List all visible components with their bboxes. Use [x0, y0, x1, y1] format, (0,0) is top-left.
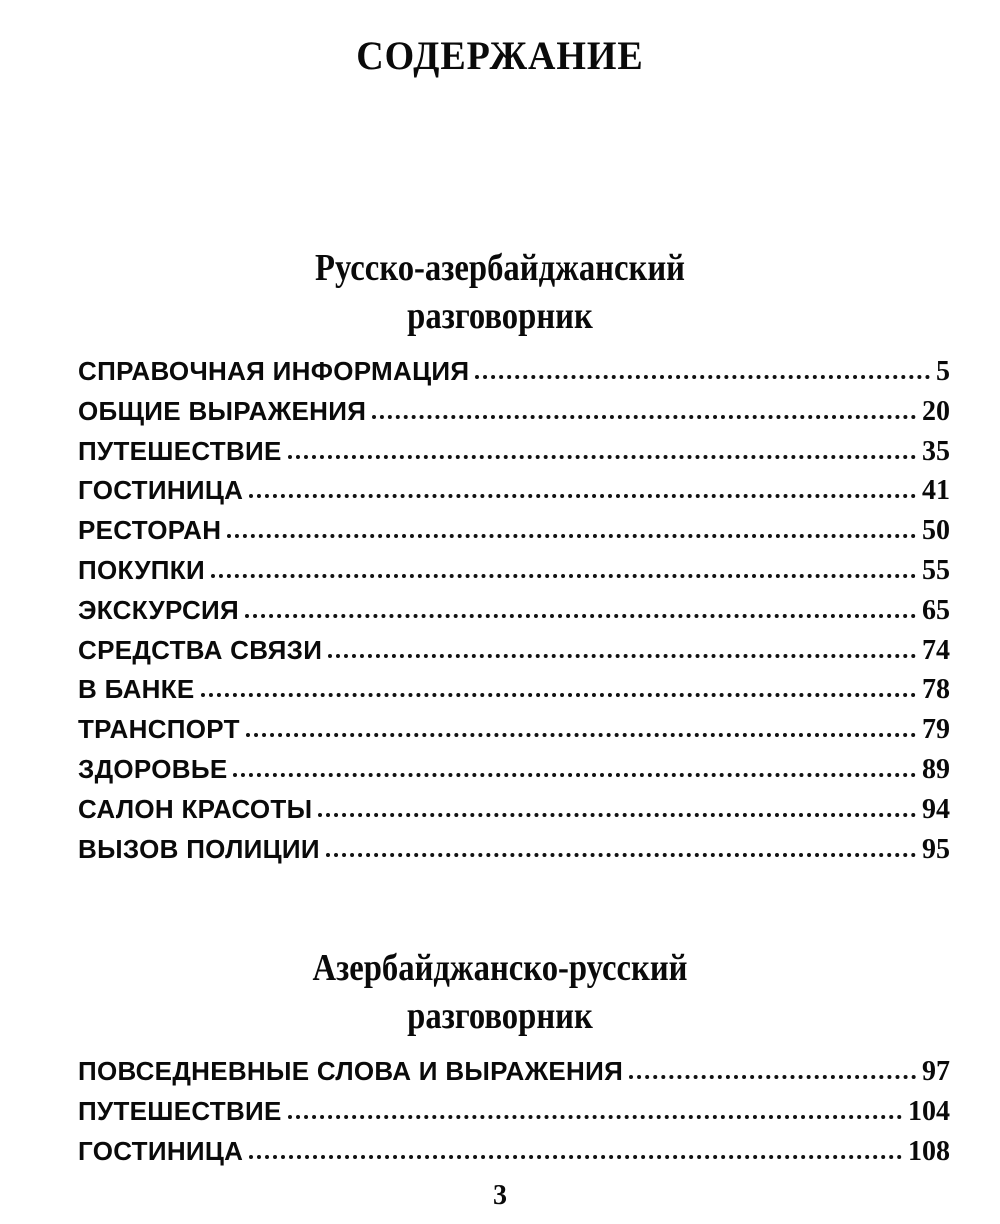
toc-entry-label: ГОСТИНИЦА: [78, 475, 244, 506]
toc-list-russian-azerbaijani: [78, 356, 950, 873]
toc-entry-label: ПОКУПКИ: [78, 554, 205, 585]
toc-entry[interactable]: [78, 396, 950, 436]
toc-entry-page: 97: [922, 1056, 950, 1087]
toc-entry-page: 20: [922, 395, 950, 427]
toc-entry[interactable]: [78, 714, 950, 754]
section-heading-line: Русско-азербайджанский: [315, 247, 685, 289]
dot-leader: [318, 813, 916, 817]
dot-leader: [288, 455, 916, 459]
toc-entry[interactable]: [78, 475, 950, 515]
dot-leader: [372, 415, 916, 419]
toc-entry-label: ЭКСКУРСИЯ: [78, 594, 240, 625]
toc-entry-label: В БАНКЕ: [78, 674, 195, 705]
toc-entry-page: 94: [922, 793, 950, 825]
toc-entry-page: 78: [922, 674, 950, 706]
dot-leader: [629, 1075, 916, 1079]
toc-entry-label: ЗДОРОВЬЕ: [78, 753, 228, 784]
toc-entry-page: 55: [922, 554, 950, 586]
dot-leader: [288, 1115, 902, 1119]
toc-entry[interactable]: [78, 1056, 950, 1096]
toc-entry-label: ГОСТИНИЦА: [78, 1135, 244, 1166]
toc-entry-label: СПРАВОЧНАЯ ИНФОРМАЦИЯ: [78, 356, 470, 386]
toc-entry[interactable]: [78, 834, 950, 874]
toc-entry-label: ТРАНСПОРТ: [78, 714, 240, 745]
dot-leader: [246, 733, 916, 737]
dot-leader: [201, 693, 916, 697]
page-number: 3: [493, 1180, 507, 1211]
toc-entry-page: 95: [922, 833, 950, 865]
toc-entry[interactable]: [78, 1096, 950, 1136]
dot-leader: [475, 375, 930, 379]
section-heading-line: разговорник: [407, 995, 593, 1037]
dot-leader: [233, 773, 916, 777]
page-title: СОДЕРЖАНИЕ: [356, 33, 644, 78]
toc-entry-page: 104: [908, 1095, 950, 1127]
toc-entry-label: ПУТЕШЕСТВИЕ: [78, 435, 282, 466]
toc-entry[interactable]: [78, 754, 950, 794]
toc-entry-page: 35: [922, 435, 950, 467]
dot-leader: [227, 534, 916, 538]
toc-entry[interactable]: [78, 1136, 950, 1176]
toc-entry-label: РЕСТОРАН: [78, 515, 222, 546]
toc-entry-label: СРЕДСТВА СВЯЗИ: [78, 634, 323, 665]
toc-entry-page: 65: [922, 594, 950, 626]
toc-entry-page: 79: [922, 714, 950, 746]
dot-leader: [328, 654, 916, 658]
section-heading-russian-azerbaijani: [70, 244, 930, 340]
toc-entry-label: ОБЩИЕ ВЫРАЖЕНИЯ: [78, 395, 367, 426]
toc-entry-page: 74: [922, 634, 950, 666]
dot-leader: [326, 853, 916, 857]
toc-entry-page: 41: [922, 475, 950, 507]
toc-entry-label: ПОВСЕДНЕВНЫЕ СЛОВА И ВЫРАЖЕНИЯ: [78, 1056, 624, 1086]
section-heading-line: Азербайджанско-русский: [312, 947, 688, 989]
toc-entry[interactable]: [78, 356, 950, 396]
toc-entry-page: 50: [922, 515, 950, 547]
dot-leader: [211, 574, 916, 578]
toc-entry[interactable]: [78, 794, 950, 834]
toc-entry[interactable]: [78, 674, 950, 714]
toc-entry[interactable]: [78, 635, 950, 675]
toc-entry-page: 89: [922, 753, 950, 785]
toc-entry[interactable]: [78, 555, 950, 595]
toc-entry[interactable]: [78, 515, 950, 555]
section-heading-line: разговорник: [407, 295, 593, 337]
toc-entry-label: ПУТЕШЕСТВИЕ: [78, 1095, 282, 1126]
dot-leader: [249, 494, 916, 498]
dot-leader: [249, 1155, 902, 1159]
toc-list-azerbaijani-russian: [78, 1056, 950, 1175]
section-heading-azerbaijani-russian: [70, 944, 930, 1040]
toc-entry-label: САЛОН КРАСОТЫ: [78, 793, 313, 824]
toc-entry-page: 5: [936, 356, 950, 387]
dot-leader: [245, 614, 916, 618]
toc-entry-label: ВЫЗОВ ПОЛИЦИИ: [78, 833, 320, 864]
toc-entry[interactable]: [78, 436, 950, 476]
toc-entry[interactable]: [78, 595, 950, 635]
toc-entry-page: 108: [908, 1135, 950, 1167]
